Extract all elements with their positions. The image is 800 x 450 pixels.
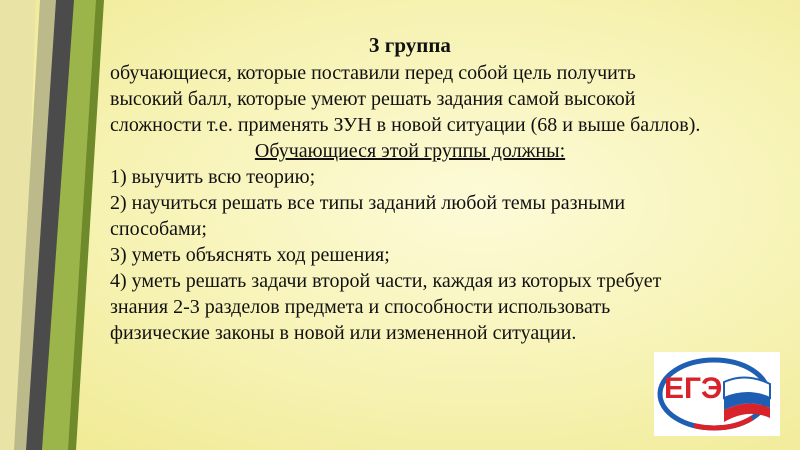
list-item: 3) уметь объяснять ход решения;: [110, 244, 390, 266]
list-item: 1) выучить всю теорию;: [110, 166, 316, 188]
slide-title: 3 группа: [369, 33, 451, 57]
list-item: 2) научиться решать все типы заданий любой темы разными способами;: [110, 192, 626, 240]
ege-logo: [654, 352, 780, 436]
logo-text: ЕГЭ: [664, 372, 723, 405]
subheading: Обучающиеся этой группы должны:: [254, 140, 566, 162]
slide-content: [110, 32, 710, 346]
intro-text: обучающиеся, которые поставили перед собой цель получить высокий балл, которые умеют решать задания самой высокой сложности т.е. применять ЗУН в новой ситуации (68 и выше баллов).: [110, 62, 701, 136]
list-item: 4) уметь решать задачи второй части, каждая из которых требует знания 2-3 разделов предмета и способности использовать физические законы в новой или измененной ситуации.: [110, 270, 662, 344]
